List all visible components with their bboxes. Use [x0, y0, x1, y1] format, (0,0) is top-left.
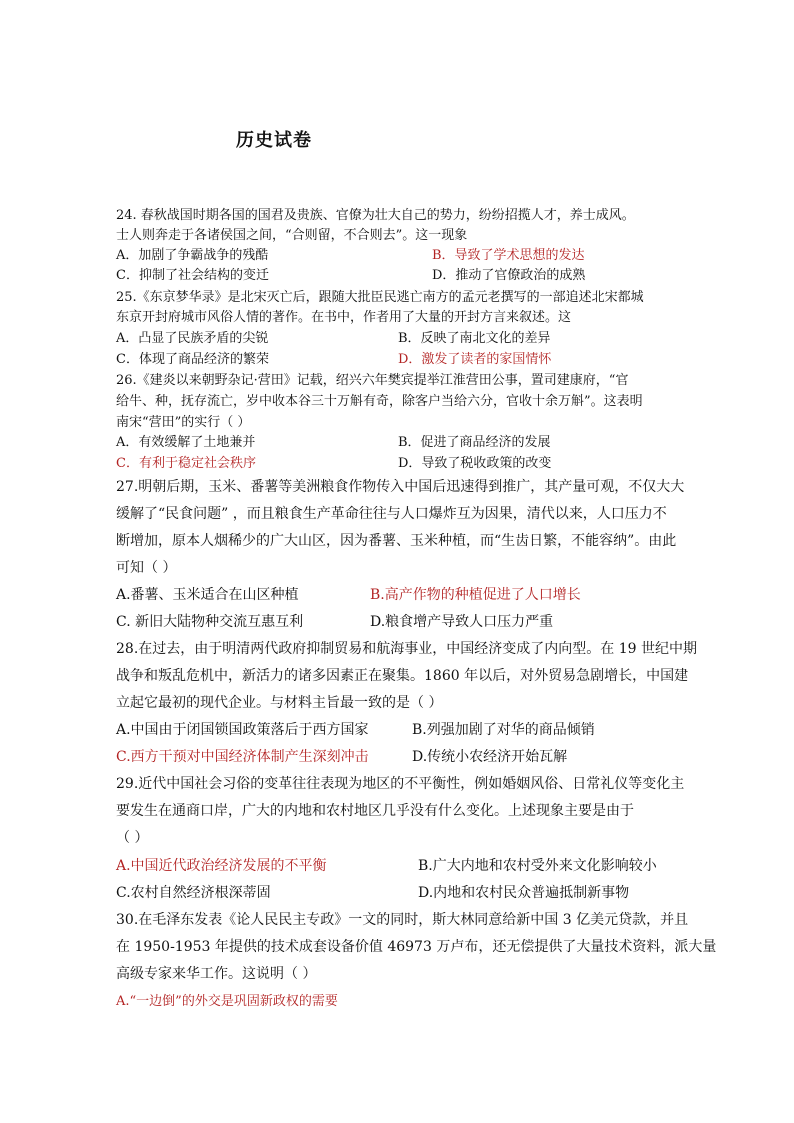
q25-option-b: B．反映了南北文化的差异: [398, 331, 551, 346]
q27-stem-line-3: 断增加，原本人烟稀少的广大山区，因为番薯、玉米种植，而“生齿日繁，不能容纳”。由此: [116, 533, 677, 549]
q27-option-b: B.高产作物的种植促进了人口增长: [370, 587, 581, 603]
q27-stem-line-4: 可知（ ）: [116, 560, 177, 576]
q28-option-c: C.西方干预对中国经济体制产生深刻冲击: [116, 749, 369, 765]
q26-stem-line-3: 南宋“营田”的实行（ ）: [116, 415, 251, 430]
q28-stem-line-1: 28.在过去，由于明清两代政府抑制贸易和航海事业，中国经济变成了内向型。在 19 世纪中期: [116, 641, 697, 657]
q28-option-b: B.列强加剧了对华的商品倾销: [412, 722, 595, 738]
q24-option-b: B．导致了学术思想的发达: [432, 248, 585, 263]
q28-stem-line-3: 立起它最初的现代企业。与材料主旨最一致的是（ ）: [116, 695, 443, 711]
q28-option-d: D.传统小农经济开始瓦解: [412, 749, 568, 765]
q29-option-d: D.内地和农村民众普遍抵制新事物: [418, 885, 630, 901]
q27-stem-line-2: 缓解了“民食问题” ，而且粮食生产革命往往与人口爆炸互为因果，清代以来，人口压力不: [116, 506, 667, 522]
q27-option-a: A.番薯、玉米适合在山区种植: [116, 587, 299, 603]
q27-stem-line-1: 27.明朝后期，玉米、番薯等美洲粮食作物传入中国后迅速得到推广，其产量可观，不仅大大: [116, 479, 685, 495]
q28-option-a: A.中国由于闭国锁国政策落后于西方国家: [116, 722, 369, 738]
q26-stem-line-2: 给牛、种，抚存流亡，岁中收本谷三十万斛有奇，除客户当给六分，官收十余万斛”。这表明: [116, 394, 643, 409]
q29-option-b: B.广大内地和农村受外来文化影响较小: [418, 858, 657, 874]
q25-stem-line-2: 东京开封府城市风俗人情的著作。在书中，作者用了大量的开封方言来叙述。这: [116, 310, 572, 325]
q29-option-a: A.中国近代政治经济发展的不平衡: [116, 858, 327, 874]
q25-option-c: C．体现了商品经济的繁荣: [116, 352, 269, 367]
q30-stem-line-2: 在 1950-1953 年提供的技术成套设备价值 46973 万卢布，还无偿提供了大量技术资料，派大量: [116, 939, 717, 955]
q26-option-c: C．有利于稳定社会秩序: [116, 456, 256, 471]
q30-option-a: A.“一边倒”的外交是巩固新政权的需要: [116, 994, 338, 1009]
q29-stem-line-2: 要发生在通商口岸，广大的内地和农村地区几乎没有什么变化。上述现象主要是由于: [116, 803, 634, 819]
q26-stem-line-1: 26.《建炎以来朝野杂记·营田》记载，绍兴六年樊宾提举江淮营田公事，置司建康府，“官: [116, 373, 629, 388]
q28-stem-line-2: 战争和叛乱危机中，新活力的诸多因素正在聚集。1860 年以后，对外贸易急剧增长，中国建: [116, 668, 689, 684]
q29-stem-line-1: 29.近代中国社会习俗的变革往往表现为地区的不平衡性，例如婚姻风俗、日常礼仪等变化主: [116, 776, 685, 792]
q24-option-c: C．抑制了社会结构的变迁: [116, 268, 269, 283]
q24-option-d: D．推动了官僚政治的成熟: [432, 268, 586, 283]
q26-option-b: B．促进了商品经济的发展: [398, 435, 551, 450]
q25-stem-line-1: 25.《东京梦华录》是北宋灭亡后，跟随大批臣民逃亡南方的孟元老撰写的一部追述北宋都城: [116, 290, 644, 305]
q27-option-d: D.粮食增产导致人口压力严重: [370, 614, 554, 630]
q29-stem-line-3: （ ）: [116, 830, 149, 846]
q30-stem-line-1: 30.在毛泽东发表《论人民民主专政》一文的同时，斯大林同意给新中国 3 亿美元贷款，并且: [116, 912, 689, 928]
q27-option-c: C. 新旧大陆物种交流互惠互利: [116, 614, 304, 630]
page-title: 历史试卷: [236, 130, 312, 151]
q30-stem-line-3: 高级专家来华工作。这说明（ ）: [116, 966, 317, 982]
q29-option-c: C.农村自然经济根深蒂固: [116, 885, 271, 901]
q26-option-a: A．有效缓解了土地兼并: [116, 435, 256, 450]
q24-stem-line-1: 24. 春秋战国时期各国的国君及贵族、官僚为壮大自己的势力，纷纷招揽人才，养士成风。: [116, 208, 635, 223]
q25-option-a: A．凸显了民族矛盾的尖锐: [116, 331, 269, 346]
q24-stem-line-2: 士人则奔走于各诸侯国之间，“合则留，不合则去”。这一现象: [116, 228, 468, 243]
q25-option-d: D．激发了读者的家国情怀: [398, 352, 552, 367]
q24-option-a: A．加剧了争霸战争的残酷: [116, 248, 269, 263]
q26-option-d: D．导致了税收政策的改变: [398, 456, 552, 471]
